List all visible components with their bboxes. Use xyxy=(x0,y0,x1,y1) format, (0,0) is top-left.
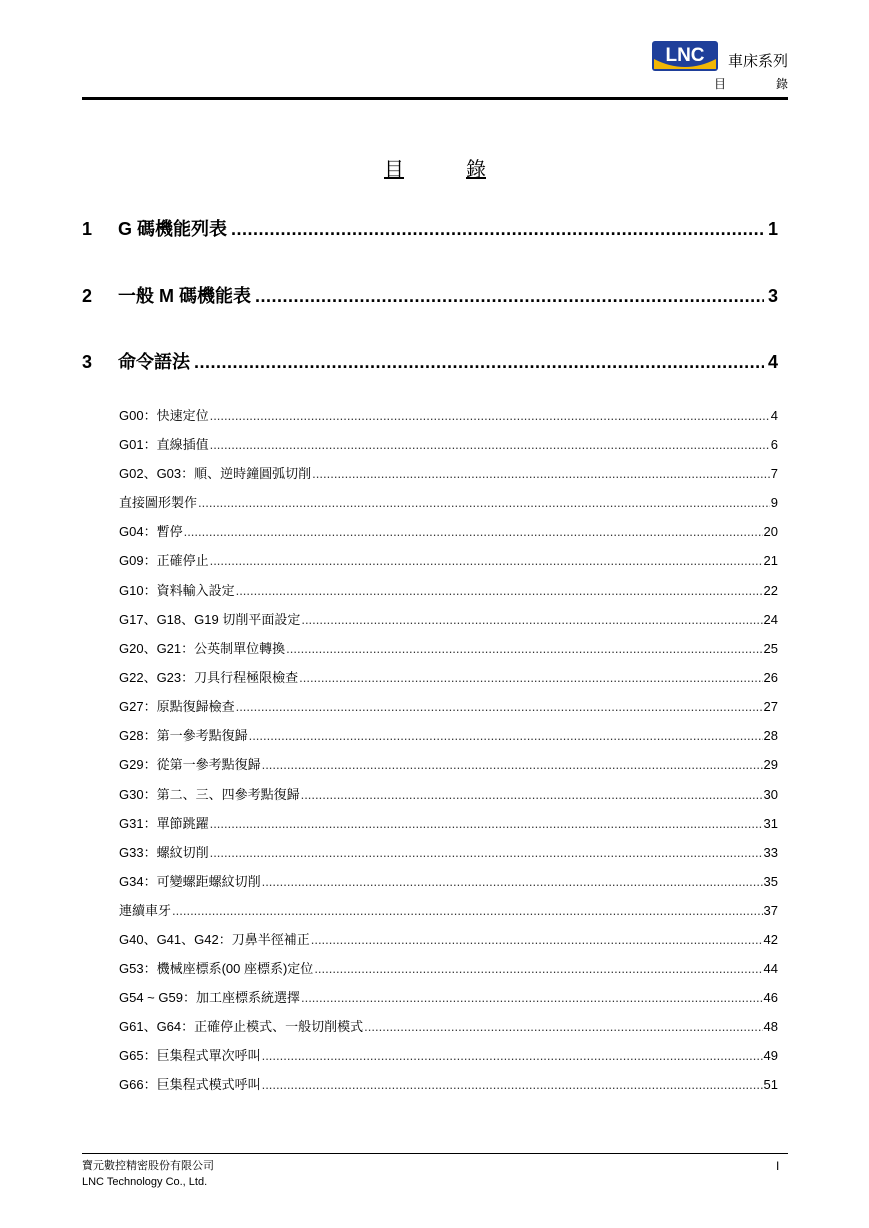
entry-page: 9 xyxy=(770,495,778,510)
entry-page: 37 xyxy=(763,903,778,918)
header-section xyxy=(714,77,788,91)
lnc-logo xyxy=(652,41,718,71)
entry-title: G30：第二、三、四參考點復歸 xyxy=(119,787,300,802)
toc-entry[interactable] xyxy=(119,903,778,919)
dot-leader xyxy=(299,670,762,686)
entry-title: G01：直線插值 xyxy=(119,437,209,452)
entry-title: G34：可變螺距螺紋切削 xyxy=(119,874,261,889)
toc-entry[interactable] xyxy=(119,1019,778,1035)
toc-entry[interactable] xyxy=(119,816,778,832)
chapter-page: 4 xyxy=(767,352,778,372)
entry-page: 29 xyxy=(763,757,778,772)
dot-leader xyxy=(210,437,770,453)
entry-page: 20 xyxy=(763,524,778,539)
entry-page: 4 xyxy=(770,408,778,423)
entry-title: G10：資料輸入設定 xyxy=(119,583,235,598)
toc-entry[interactable] xyxy=(119,990,778,1006)
toc-entry[interactable] xyxy=(119,874,778,890)
dot-leader xyxy=(262,874,763,890)
dot-leader xyxy=(194,351,764,373)
dot-leader xyxy=(314,961,762,977)
entry-title: 連續車牙 xyxy=(119,903,172,918)
toc-entry[interactable] xyxy=(119,728,778,744)
entry-title: G02、G03：順、逆時鐘圓弧切削 xyxy=(119,466,312,481)
chapter-page: 3 xyxy=(767,286,778,306)
dot-leader xyxy=(301,612,762,628)
chapter-number: 2 xyxy=(82,286,93,306)
entry-page: 35 xyxy=(763,874,778,889)
dot-leader xyxy=(236,583,763,599)
toc-entry[interactable] xyxy=(119,787,778,803)
entry-page: 31 xyxy=(763,816,778,831)
entry-title: G66：巨集程式模式呼叫 xyxy=(119,1077,261,1092)
entry-title: G04：暫停 xyxy=(119,524,183,539)
toc-entry[interactable] xyxy=(119,583,778,599)
toc-entry[interactable] xyxy=(119,408,778,424)
entry-title: G29：從第一參考點復歸 xyxy=(119,757,261,772)
entry-title: G31：單節跳躍 xyxy=(119,816,209,831)
entry-title: G28：第一參考點復歸 xyxy=(119,728,248,743)
dot-leader xyxy=(249,728,763,744)
chapter-number: 1 xyxy=(82,219,93,239)
toc-entry[interactable] xyxy=(119,845,778,861)
toc-entry[interactable] xyxy=(119,1048,778,1064)
entry-page: 27 xyxy=(763,699,778,714)
dot-leader xyxy=(312,466,770,482)
footer-page-number: I xyxy=(776,1159,780,1173)
series-title: 車床系列 xyxy=(727,53,788,70)
toc-entry[interactable] xyxy=(119,466,778,482)
entry-page: 46 xyxy=(763,990,778,1005)
entry-page: 48 xyxy=(763,1019,778,1034)
toc-entry[interactable] xyxy=(119,1077,778,1093)
header-rule xyxy=(82,97,788,100)
entry-title: G00：快速定位 xyxy=(119,408,209,423)
entry-title: G09：正確停止 xyxy=(119,553,209,568)
entry-title: G61、G64：正確停止模式、一般切削模式 xyxy=(119,1019,364,1034)
toc-entry[interactable] xyxy=(119,670,778,686)
entry-page: 24 xyxy=(763,612,778,627)
entry-page: 51 xyxy=(763,1077,778,1092)
entry-page: 42 xyxy=(763,932,778,947)
logo-text: LNC xyxy=(665,45,705,66)
dot-leader xyxy=(262,1048,763,1064)
chapter-1[interactable] xyxy=(82,218,778,240)
dot-leader xyxy=(286,641,762,657)
dot-leader xyxy=(184,524,763,540)
footer-rule xyxy=(82,1153,788,1154)
chapter-title: 一般 M 碼機能表 xyxy=(118,286,251,306)
footer-company: 寶元數控精密股份有限公司 xyxy=(82,1160,214,1172)
toc-entry[interactable] xyxy=(119,612,778,628)
dot-leader xyxy=(210,408,770,424)
entry-title: G65：巨集程式單次呼叫 xyxy=(119,1048,261,1063)
footer-company-english: LNC Technology Co., Ltd. xyxy=(82,1176,208,1188)
entry-page: 7 xyxy=(770,466,778,481)
entry-title: 直接圖形製作 xyxy=(119,495,198,510)
dot-leader xyxy=(301,990,763,1006)
toc-entry[interactable] xyxy=(119,699,778,715)
header-section-left: 目 xyxy=(714,77,727,91)
dot-leader xyxy=(262,1077,763,1093)
chapter-page: 1 xyxy=(767,219,778,239)
entry-page: 49 xyxy=(763,1048,778,1063)
toc-title-left: 目 xyxy=(384,159,404,181)
chapter-2[interactable] xyxy=(82,285,778,307)
chapter-title: 命令語法 xyxy=(118,352,190,372)
header-section-right: 錄 xyxy=(775,77,788,91)
dot-leader xyxy=(255,285,764,307)
toc-entry[interactable] xyxy=(119,524,778,540)
chapter-number: 3 xyxy=(82,352,93,372)
dot-leader xyxy=(364,1019,762,1035)
toc-entry[interactable] xyxy=(119,932,778,948)
entry-page: 44 xyxy=(763,961,778,976)
dot-leader xyxy=(210,845,763,861)
entry-title: G17、G18、G19 切削平面設定 xyxy=(119,612,301,627)
entry-page: 21 xyxy=(763,553,778,568)
entry-page: 30 xyxy=(763,787,778,802)
entry-title: G33：螺紋切削 xyxy=(119,845,209,860)
dot-leader xyxy=(311,932,763,948)
toc-entry[interactable] xyxy=(119,437,778,453)
toc-entry[interactable] xyxy=(119,961,778,977)
dot-leader xyxy=(231,218,764,240)
entry-page: 22 xyxy=(763,583,778,598)
page-header xyxy=(82,38,788,100)
entry-title: G22、G23：刀具行程極限檢查 xyxy=(119,670,299,685)
entry-title: G40、G41、G42：刀鼻半徑補正 xyxy=(119,932,310,947)
toc-entry[interactable] xyxy=(119,641,778,657)
entry-page: 26 xyxy=(763,670,778,685)
toc-title xyxy=(384,158,486,182)
entry-page: 33 xyxy=(763,845,778,860)
entry-title: G54 ~ G59：加工座標系統選擇 xyxy=(119,990,300,1005)
dot-leader xyxy=(210,816,763,832)
toc-entry[interactable] xyxy=(119,757,778,773)
entry-title: G27：原點復歸檢查 xyxy=(119,699,235,714)
entry-page: 25 xyxy=(763,641,778,656)
toc-entry[interactable] xyxy=(119,495,778,511)
toc-title-right: 錄 xyxy=(466,159,486,181)
dot-leader xyxy=(210,553,763,569)
dot-leader xyxy=(301,787,763,803)
chapter-title: G 碼機能列表 xyxy=(118,219,228,239)
dot-leader xyxy=(262,757,763,773)
toc-entry[interactable] xyxy=(119,553,778,569)
entry-page: 6 xyxy=(770,437,778,452)
dot-leader xyxy=(198,495,770,511)
entry-title: G20、G21：公英制單位轉換 xyxy=(119,641,286,656)
entry-page: 28 xyxy=(763,728,778,743)
dot-leader xyxy=(236,699,763,715)
entry-title: G53：機械座標系(00 座標系)定位 xyxy=(119,961,314,976)
dot-leader xyxy=(172,903,763,919)
chapter-3[interactable] xyxy=(82,351,778,373)
